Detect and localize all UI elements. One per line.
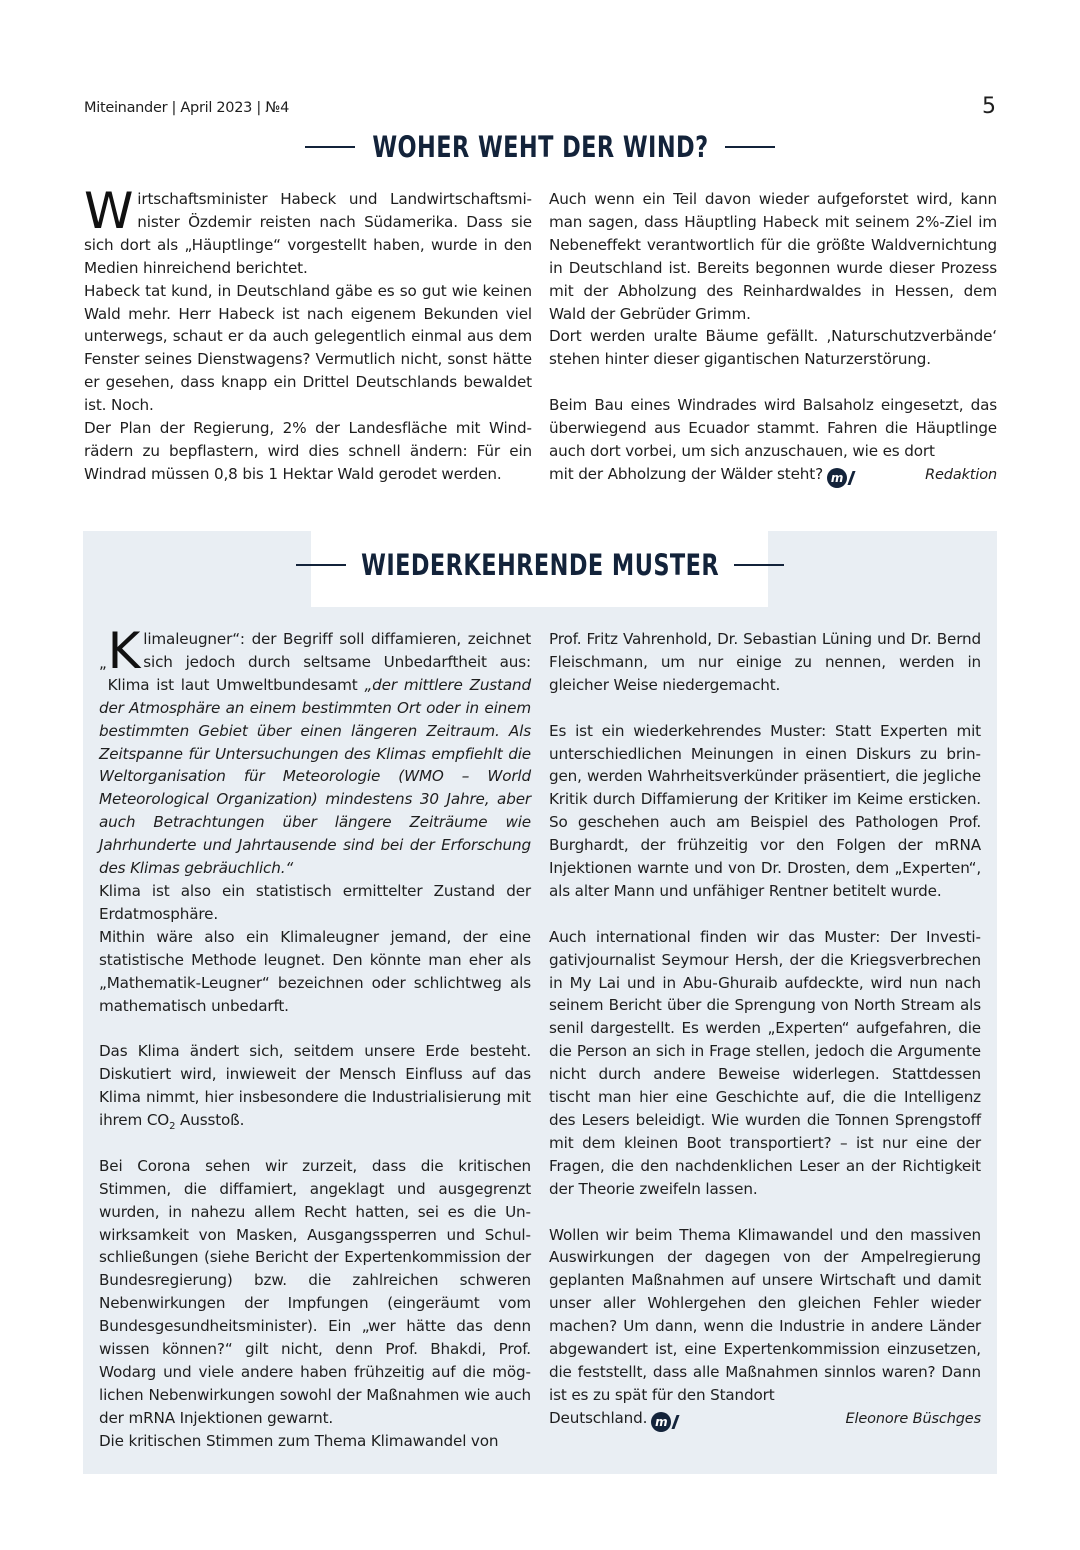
article2-paragraph: Klima ist also ein statistisch ermittelter Zustand der Erdatmosphäre. <box>99 881 531 923</box>
author: Redaktion <box>925 466 997 483</box>
publication-header: Miteinander | April 2023 | №4 <box>84 100 289 116</box>
article2-paragraph: Auch international finden wir das Muster: Der Investigativjournalist Seymour Hersh, der die Kriegsverbrechen in My Lai und in Abu-Ghuraib aufdeckte, wird nun nach seinem Bericht über die Sprengung von North Stream als senil dargestellt. Es werden „Experten“ aufgefahren, die die Person an sich in Frage stellen, jedoch die Argumente nicht durch andere Beweise widerlegen. Stattdessen tischt man hier eine Geschichte auf, die die Intelligenz des Lesers beleidigt. Wie wurden die Tonnen Sprengstoff mit dem kleinen Boot transportiert? – ist nur eine der Fragen, die den nachdenklichen Leser an der Richtigkeit der Theorie zweifeln lassen. <box>549 927 981 1198</box>
page-number: 5 <box>982 94 996 119</box>
article2-title: WIEDERKEHRENDE MUSTER <box>360 548 720 582</box>
article1-paragraph: Dort werden uralte Bäume gefällt. ‚Naturschutzverbände‘ stehen hinter dieser gigantischen Naturzerstörung. <box>549 327 997 369</box>
quote-umweltbundesamt: „der mittlere Zustand der Atmosphäre an einem bestimmten Ort oder in einem bestimmten Gebiet über einen längeren Zeitraum. Als Zeitspanne für Untersuchungen des Klimas empfiehlt die Weltorganisation für Meteorologie (WMO – World Meteorological Organization) mindestens 30 Jahre, aber auch Betrachtungen über längere Zeiträume wie Jahrhunderte und Jahrtausende sind bei der Erforschung des Klimas gebräuchlich.“ <box>99 675 531 878</box>
article1-paragraph: Habeck tat kund, in Deutschland gäbe es so gut wie keinen Wald mehr. Herr Habeck ist nach eigenem Bekunden viel unterwegs, schaut er da auch gelegentlich einmal aus dem Fenster seines Dienstwagens? Vermutlich nicht, sonst hätte er gesehen, dass knapp ein Drittel Deutschlands bewaldet ist. Noch. <box>84 281 532 415</box>
miteinander-logo-icon: m <box>827 468 847 488</box>
article1-column-1 <box>84 182 532 486</box>
article1-title: WOHER WEHT DER WIND? <box>371 130 709 164</box>
article2-paragraph: Die kritischen Stimmen zum Thema Klimawandel von <box>99 1431 499 1450</box>
miteinander-logo-icon: m <box>651 1412 671 1432</box>
article2-paragraph: Wollen wir beim Thema Klimawandel und den massiven Auswirkungen der dagegen von der Ampelregierung geplanten Maßnahmen auf unsere Wirtschaft und damit unser aller Wohlergehen den gleichen Fehler wieder machen? Um dann, wenn die Industrie in andere Länder abgewandert ist, eine Expertenkommission einzusetzen, die feststellt, dass alle Maßnahmen sinnlos waren? Dann ist es zu spät für den Standort <box>549 1225 981 1404</box>
article1-paragraph: Auch wenn ein Teil davon wieder aufgeforstet wird, kann man sagen, dass Häuptling Habeck mit seinem 2%-Ziel im Nebeneffekt verantwortlich für die größte Waldvernichtung in Deutschland ist. Bereits begonnen wurde dieser Prozess mit der Abholzung des Reinhardwaldes in Hessen, dem Wald der Gebrüder Grimm. <box>549 190 997 323</box>
article1-paragraph: Beim Bau eines Windrades wird Balsaholz eingesetzt, das überwiegend aus Ecuador stammt. Fahren die Häuptlinge auch dort vorbei, um sich anzuschauen, wie es dort <box>549 396 997 460</box>
dropcap: K <box>107 622 141 680</box>
author: Eleonore Büschges <box>845 1410 981 1427</box>
article2-paragraph: „ K limaleugner“: der Begriff soll diffamieren, zeichnet sich jedoch durch seltsame Unbedarftheit aus: Klima ist laut Umweltbundesamt „der mittlere Zustand der Atmosphäre an einem bestimmten Ort oder in einem bestimmten Gebiet über einen längeren Zeitraum. Als Zeitspanne für Untersuchungen des Klimas empfiehlt die Weltorganisation für Meteorologie (WMO – World Meteorological Organization) mindestens 30 Jahre, aber auch Betrachtungen über längere Zeiträume wie Jahrhunderte und Jahrtausende sind bei der Erforschung des Klimas gebräuchlich.“ <box>99 622 531 878</box>
article1-signature-line: mit der Abholzung der Wälder steht? m Redaktion <box>549 463 997 488</box>
open-quote: „ <box>99 654 107 672</box>
article2-paragraph: Es ist ein wiederkehrendes Muster: Statt Experten mit unterschiedlichen Meinungen in einen Diskurs zu bringen, werden Wahrheitsverkünder präsentiert, die jegliche Kritik durch Diffamierung der Kritiker im Keime ersticken. So geschehen auch am Beispiel des Pathologen Prof. Burghardt, der frühzeitig vor den Folgen der mRNA Injektionen warnte und von Dr. Drosten, dem „Experten“, als alter Mann und unfähiger Rentner betitelt wurde. <box>549 721 981 900</box>
article2-heading <box>0 548 1080 582</box>
title-rule-left <box>296 564 346 566</box>
article2-column-2 <box>549 628 981 1432</box>
article1-paragraph: Wirtschaftsminister Habeck und Landwirtschaftsminister Özdemir reisten nach Südamerika. Dass sie sich dort als „Häuptlinge“ vorgestellt haben, wurde in den Medien hinreichend berichtet. <box>84 182 532 277</box>
article2-paragraph: Bei Corona sehen wir zurzeit, dass die kritischen Stimmen, die diffamiert, angeklagt und ausgegrenzt wurden, in nahezu allem Recht hatten, sei es die Unwirksamkeit von Masken, Ausgangssperren und Schulschließungen (siehe Bericht der Expertenkommission der Bundesregierung) bzw. die zahlreichen schweren Nebenwirkungen der Impfungen (eingeräumt vom Bundesgesundheitsminister). Ein „wer hätte das denn wissen können?“ gilt nicht, denn Prof. Bhakdi, Prof. Wodarg und viele andere haben frühzeitig auf die möglichen Nebenwirkungen sowohl der Maßnahmen wie auch der mRNA Injektionen gewarnt. <box>99 1156 531 1427</box>
article2-paragraph: Mithin wäre also ein Klimaleugner jemand, der eine statistische Methode leugnet. Den könnte man eher als „Mathematik-Leugner“ bezeichnen oder schlichtweg als mathematisch unbedarft. <box>99 927 531 1015</box>
article2-paragraph: Das Klima ändert sich, seitdem unsere Erde besteht. Diskutiert wird, inwieweit der Mensch Einfluss auf das Klima nimmt, hier insbesondere die Industrialisierung mit ihrem $CO_2$ Ausstoß. <box>99 1042 531 1133</box>
dropcap: W <box>84 182 134 240</box>
article1-paragraph: Der Plan der Regierung, 2% der Landesfläche mit Windrädern zu bepflastern, wird dies schnell ändern: Für ein Windrad müssen 0,8 bis 1 Hektar Wald gerodet werden. <box>84 419 532 483</box>
article1-heading <box>0 130 1080 164</box>
title-rule-right <box>725 146 775 148</box>
article2-column-1 <box>99 622 531 1453</box>
title-rule-left <box>305 146 355 148</box>
article2-paragraph: Prof. Fritz Vahrenhold, Dr. Sebastian Lüning und Dr. Bernd Fleischmann, um nur einige zu nennen, werden in gleicher Weise niedergemacht. <box>549 630 981 694</box>
article2-signature-line: Deutschland. m Eleonore Büschges <box>549 1407 981 1432</box>
title-rule-right <box>734 564 784 566</box>
article1-column-2 <box>549 188 997 488</box>
